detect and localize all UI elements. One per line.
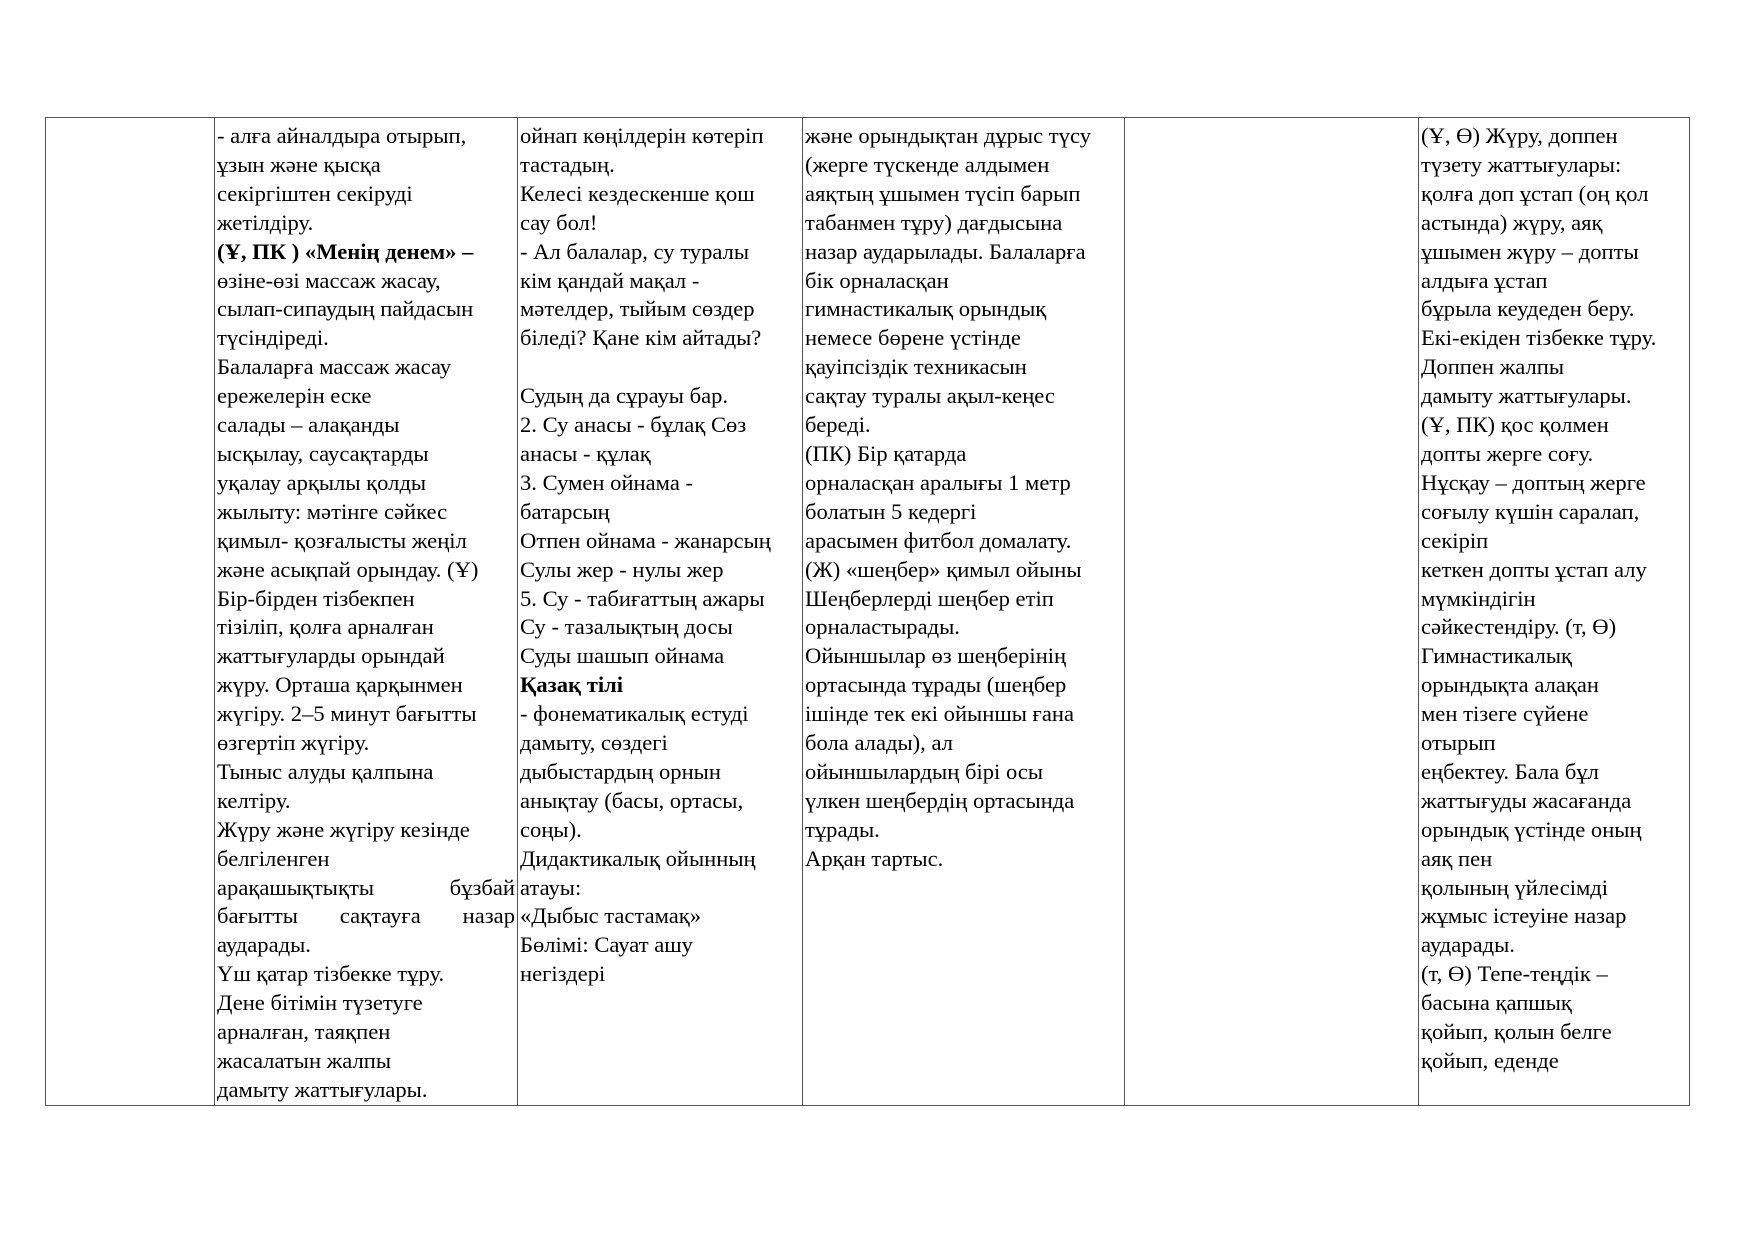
text-line: Су - тазалықтың досы xyxy=(520,614,733,640)
text-line: қауіпсіздік техникасын xyxy=(805,354,1027,380)
text-line: дамыту жаттығулары. xyxy=(217,1076,428,1102)
text-line: секіргіштен секіруді xyxy=(217,180,413,206)
lesson-plan-table xyxy=(45,117,1690,1106)
text-line: ысқылау, саусақтарды xyxy=(217,440,429,466)
text-line: өзіне-өзі массаж жасау, xyxy=(217,267,441,293)
text-line: Балаларға массаж жасау xyxy=(217,354,452,380)
text-line: өзгертіп жүгіру. xyxy=(217,730,370,756)
text-line: аяқ пен xyxy=(1421,845,1493,871)
text-line: немесе бөрене үстінде xyxy=(805,325,1021,351)
text-line: ойыншылардың бірі осы xyxy=(805,758,1044,784)
text-line: ішінде тек екі ойыншы ғана xyxy=(805,701,1074,727)
table-cell-col1 xyxy=(46,118,215,1106)
text-line: Бір-бірден тізбекпен xyxy=(217,585,415,611)
text-word: бағытты xyxy=(217,903,298,929)
text-word: назар xyxy=(462,903,515,929)
text-line: (ПК) Бір қатарда xyxy=(805,440,967,466)
text-line: Суды шашып ойнама xyxy=(520,643,725,669)
text-line: мәтелдер, тыйым сөздер xyxy=(520,296,755,322)
text-line: батарсың xyxy=(520,498,610,524)
text-line: уқалау арқылы қолды xyxy=(217,469,427,495)
text-line: жасалатын жалпы xyxy=(217,1048,392,1073)
text-word: арақашықтықты xyxy=(217,874,374,900)
text-line: тұрады. xyxy=(805,816,880,842)
text-line: 2. Су анасы - бұлақ Сөз xyxy=(520,412,747,438)
text-line xyxy=(217,902,515,931)
text-line: (жерге түскенде алдымен xyxy=(805,151,1050,177)
text-line: сау бол! xyxy=(520,209,598,235)
text-line: орындық үстінде оның xyxy=(1421,816,1642,842)
text-line: дамыту жаттығулары. xyxy=(1421,383,1632,409)
text-line: Тыныс алуды қалпына xyxy=(217,758,434,784)
text-line: «Дыбыс тастамақ» xyxy=(520,903,702,929)
text-line: кім қандай мақал - xyxy=(520,267,700,293)
text-line: - фонематикалық естуді xyxy=(520,701,749,727)
text-line: ұшымен жүру – допты xyxy=(1421,238,1639,264)
text-line: Сулы жер - нулы жер xyxy=(520,556,724,582)
text-word: сақтауға xyxy=(339,903,421,929)
text-line: ортасында тұрады (шеңбер xyxy=(805,672,1067,698)
text-line: орналасқан аралығы 1 метр xyxy=(805,469,1071,495)
text-line: Ойыншылар өз шеңберінің xyxy=(805,643,1067,669)
text-line: жылыту: мәтінге сәйкес xyxy=(217,498,448,524)
text-line: Қазақ тілі xyxy=(520,672,624,698)
text-line: жұмыс істеуіне назар xyxy=(1421,903,1627,929)
text-line: Гимнастикалық xyxy=(1421,643,1572,669)
text-line: тізіліп, қолға арналған xyxy=(217,614,434,640)
text-line: 5. Су - табиғаттың ажары xyxy=(520,585,765,611)
text-line: қойып, қолын белге xyxy=(1421,1019,1612,1045)
text-line: Дене бітімін түзетуге xyxy=(217,990,423,1016)
text-line: болатын 5 кедергі xyxy=(805,498,977,524)
text-line: (Ұ, ПК) қос қолмен xyxy=(1421,412,1609,438)
text-line: бұрыла кеудеден беру. xyxy=(1421,296,1635,322)
table-cell-col3 xyxy=(518,118,803,1106)
text-line: ережелерін еске xyxy=(217,383,372,409)
text-line: соғылу күшін саралап, xyxy=(1421,498,1640,524)
table-cell-col6 xyxy=(1419,118,1690,1106)
text-line: Арқан тартыс. xyxy=(805,845,944,871)
text-line: аяқтың ұшымен түсіп барып xyxy=(805,180,1081,206)
text-line: 3. Сумен ойнама - xyxy=(520,469,694,495)
text-line: сақтау туралы ақыл-кеңес xyxy=(805,383,1055,409)
text-line: (Ұ, ПК ) «Менің денем» – xyxy=(217,238,474,264)
text-line: жүру. Орташа қарқынмен xyxy=(217,672,463,698)
text-line: береді. xyxy=(805,412,871,438)
text-line: Бөлімі: Сауат ашу xyxy=(520,932,693,958)
text-line: Нұсқау – доптың жерге xyxy=(1421,469,1646,495)
text-line: Үш қатар тізбекке тұру. xyxy=(217,961,445,987)
text-line: ойнап көңілдерін көтеріп xyxy=(520,123,764,148)
text-line: соңы). xyxy=(520,816,582,842)
text-line: жаттығуды жасағанда xyxy=(1421,787,1632,813)
text-line: гимнастикалық орындық xyxy=(805,296,1047,322)
text-line: еңбектеу. Бала бұл xyxy=(1421,758,1599,784)
text-line: секіріп xyxy=(1421,527,1489,553)
text-line: қимыл- қозғалысты жеңіл xyxy=(217,527,467,553)
text-line: - алға айналдыра отырып, xyxy=(217,123,467,148)
text-line: астында) жүру, аяқ xyxy=(1421,209,1603,235)
text-line xyxy=(217,874,515,903)
text-line: анықтау (басы, ортасы, xyxy=(520,787,744,813)
text-line: (Ж) «шеңбер» қимыл ойыны xyxy=(805,556,1082,582)
text-line: басына қапшық xyxy=(1421,990,1572,1016)
text-line: допты жерге соғу. xyxy=(1421,440,1594,466)
text-line: және асықпай орындау. (Ұ) xyxy=(217,556,479,582)
text-line: сылап-сипаудың пайдасын xyxy=(217,296,474,322)
table-cell-col4 xyxy=(803,118,1125,1106)
text-line: назар аударылады. Балаларға xyxy=(805,238,1086,264)
text-line: түзету жаттығулары: xyxy=(1421,151,1622,177)
text-line: Екі-екіден тізбекке тұру. xyxy=(1421,325,1657,351)
text-line: бола алады), ал xyxy=(805,730,953,756)
text-line: түсіндіреді. xyxy=(217,325,329,351)
text-line: орындықта алақан xyxy=(1421,672,1599,698)
text-line: жаттығуларды орындай xyxy=(217,643,445,669)
text-line: жетілдіру. xyxy=(217,209,314,235)
text-line: үлкен шеңбердің ортасында xyxy=(805,787,1075,813)
text-line: қолға доп ұстап (оң қол xyxy=(1421,180,1649,206)
text-line: отырып xyxy=(1421,730,1496,756)
text-line: алдыға ұстап xyxy=(1421,267,1548,293)
text-line xyxy=(520,353,800,382)
text-line: ұзын және қысқа xyxy=(217,151,381,177)
text-line: Судың да сұрауы бар. xyxy=(520,383,729,409)
text-line: сәйкестендіру. (т, Ө) xyxy=(1421,614,1617,640)
text-line: - Ал балалар, су туралы xyxy=(520,238,750,264)
text-line: Жүру және жүгіру кезінде xyxy=(217,816,470,842)
text-line: арасымен фитбол домалату. xyxy=(805,527,1072,553)
text-line: табанмен тұру) дағдысына xyxy=(805,209,1063,235)
text-line: тастадың. xyxy=(520,151,615,177)
text-line: мүмкіндігін xyxy=(1421,585,1536,611)
text-line: Отпен ойнама - жанарсың xyxy=(520,527,771,553)
text-line: арналған, таяқпен xyxy=(217,1019,391,1045)
text-word: бұзбай xyxy=(449,874,515,900)
text-line: орналастырады. xyxy=(805,614,960,640)
text-line: кеткен допты ұстап алу xyxy=(1421,556,1647,582)
text-line: дамыту, сөздегі xyxy=(520,730,668,756)
text-line: қойып, еденде xyxy=(1421,1048,1559,1073)
table-cell-col5 xyxy=(1125,118,1419,1106)
text-line: қолының үйлесімді xyxy=(1421,874,1609,900)
text-line: келтіру. xyxy=(217,787,291,813)
table-row xyxy=(46,118,1690,1106)
text-line: (Ұ, Ө) Жүру, доппен xyxy=(1421,123,1618,148)
text-line: аударады. xyxy=(217,932,311,958)
text-line: Доппен жалпы xyxy=(1421,354,1565,380)
text-line: жүгіру. 2–5 минут бағытты xyxy=(217,701,477,727)
text-line: дыбыстардың орнын xyxy=(520,758,721,784)
text-line: мен тізеге сүйене xyxy=(1421,701,1589,727)
text-line: анасы - құлақ xyxy=(520,440,651,466)
text-line: Келесі кездескенше қош xyxy=(520,180,755,206)
text-line: атауы: xyxy=(520,874,582,900)
text-line: негіздері xyxy=(520,961,606,987)
text-line: бік орналасқан xyxy=(805,267,949,293)
text-line: белгіленген xyxy=(217,845,330,871)
text-line: Шеңберлерді шеңбер етіп xyxy=(805,585,1054,611)
text-line: біледі? Қане кім айтады? xyxy=(520,325,762,351)
text-line: салады – алақанды xyxy=(217,412,400,438)
text-line: аударады. xyxy=(1421,932,1515,958)
table-cell-col2 xyxy=(215,118,518,1106)
text-line: Дидактикалық ойынның xyxy=(520,845,756,871)
text-line: (т, Ө) Тепе-теңдік – xyxy=(1421,961,1608,987)
text-line: және орындықтан дұрыс түсу xyxy=(805,123,1091,148)
